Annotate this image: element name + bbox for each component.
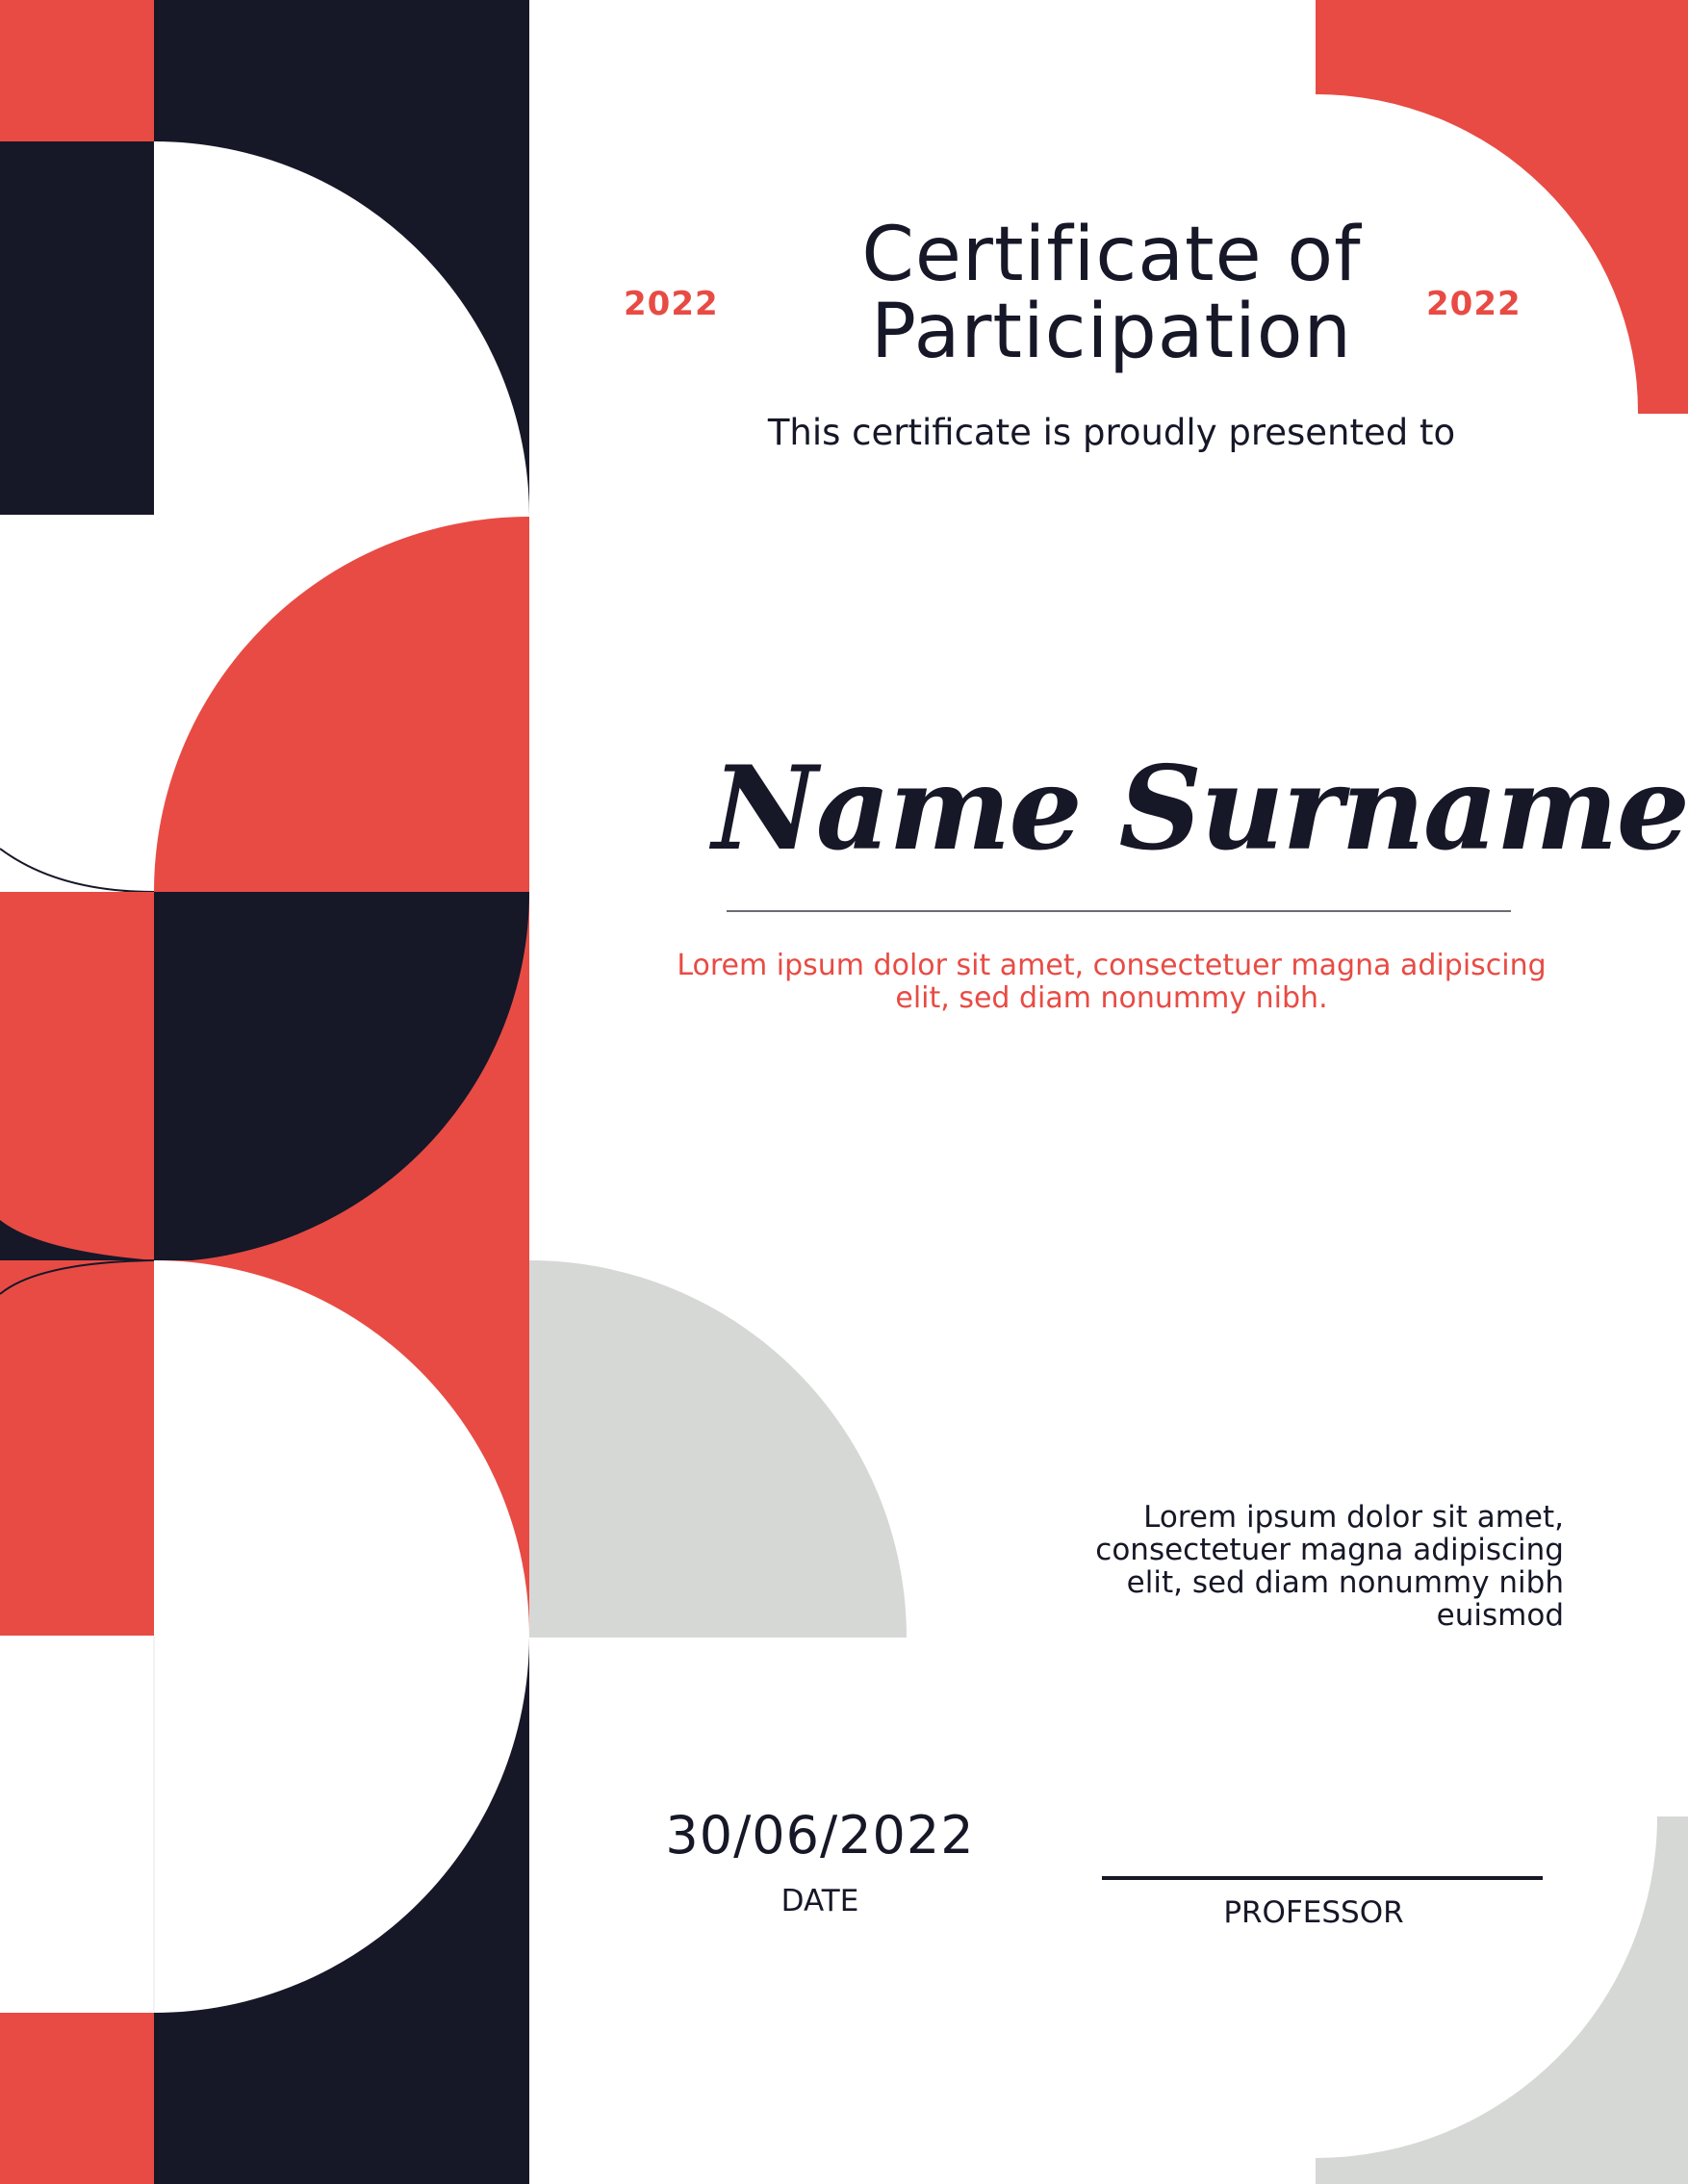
bottom-right-gray-shape (1316, 1816, 1688, 2184)
gray-quarter-circle-middle (529, 1260, 907, 1638)
certificate-subtitle: This certificate is proudly presented to (767, 412, 1456, 453)
year-right: 2022 (1426, 285, 1522, 323)
year-left: 2022 (624, 285, 719, 323)
date-value: 30/06/2022 (665, 1805, 975, 1866)
recipient-name: Name Surname (712, 741, 1688, 876)
signature-line (1102, 1876, 1543, 1880)
certificate-note: Lorem ipsum dolor sit amet, consectetuer magna adipiscing elit, sed diam nonummy nibh euismod (1095, 1500, 1564, 1633)
certificate-title: Certificate of Participation (861, 212, 1362, 375)
name-underline (727, 910, 1511, 912)
row5-red-strip (0, 2013, 154, 2184)
row3-red-strip (0, 892, 154, 1260)
row4-red-strip (0, 1260, 154, 1638)
certificate-description: Lorem ipsum dolor sit amet, consectetuer magna adipiscing elit, sed diam nonummy nibh. (677, 949, 1547, 1015)
row1-navy-quarter (0, 141, 154, 515)
date-label: DATE (780, 1884, 859, 1918)
professor-label: PROFESSOR (1223, 1895, 1404, 1930)
